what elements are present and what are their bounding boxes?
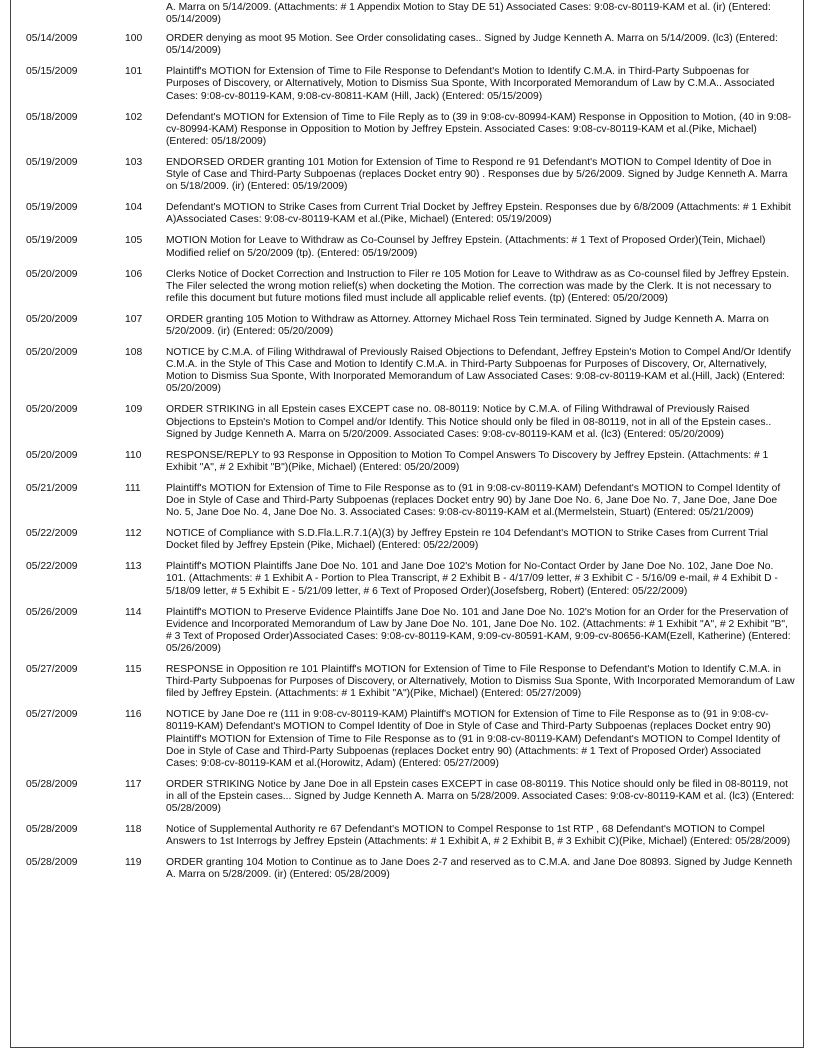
- entry-date: 05/14/2009: [26, 33, 78, 45]
- entry-date: 05/21/2009: [26, 482, 78, 494]
- entry-date: 05/19/2009: [26, 156, 78, 168]
- entry-number: 116: [125, 709, 142, 721]
- entry-text: Defendant's MOTION for Extension of Time to File Reply as to (39 in 9:08-cv-80994-KAM) Response in Opposition to Motion, (40 in 9:08-cv-80994-KAM) Response in Opposition to Motion by Jeffrey Epstein. Associated Cases: 9:08-cv-80119-KAM et al.(Pike, Michael) (Entered: 05/18/2009): [166, 111, 792, 147]
- entry-number: 117: [125, 778, 142, 790]
- entry-number: 102: [125, 111, 143, 123]
- docket-entry-row: [11, 0, 803, 33]
- docket-entry-row: [11, 528, 803, 561]
- entry-text: NOTICE of Compliance with S.D.Fla.L.R.7.1(A)(3) by Jeffrey Epstein re 104 Defendant's MOTION to Strike Cases from Current Trial Docket filed by Jeffrey Epstein (Pike, Michael) (Entered: 05/22/2009): [166, 528, 769, 552]
- docket-entry-row: [11, 269, 803, 314]
- entry-date: 05/27/2009: [26, 664, 78, 676]
- docket-entry-row: [11, 202, 803, 235]
- entry-text: Plaintiff's MOTION Plaintiffs Jane Doe No. 101 and Jane Doe 102's Motion for No-Contact Order by Jane Doe No. 102, Jane Doe No. 101. (Attachments: # 1 Exhibit A - Portion to Plea Transcript, # 2 Exhibit B - 4/17/09 letter, # 3 Exhibit C - 5/16/09 e-mail, # 4 Exhibit D - 5/18/09 letter, # 5 Exhibit E - 5/21/09 letter, # 6 Text of Proposed Order)(Josefsberg, Robert) (Entered: 05/22/2009): [166, 561, 778, 597]
- entry-number: 115: [125, 664, 142, 676]
- entry-number: 104: [125, 202, 143, 214]
- entry-text: NOTICE by Jane Doe re (111 in 9:08-cv-80119-KAM) Plaintiff's MOTION for Extension of Time to File Response as to (91 in 9:08-cv-80119-KAM) Defendant's MOTION to Compel Identity of Doe in Style of Case and Third-Party Subpoenas (replaces Docket entry 90) Plaintiff's MOTION for Extension of Time to File Response as to (91 in 9:08-cv-80119-KAM) Defendant's MOTION to Compel Identity of Doe in Style of Case and Third-Party Subpoenas (replaces Docket entry 90) (Attachments: # 1 Text of Proposed Order) Associated Cases: 9:08-cv-80119-KAM et al.(Horowitz, Adam) (Entered: 05/27/2009): [166, 709, 781, 769]
- entry-text: ORDER denying as moot 95 Motion. See Order consolidating cases.. Signed by Judge Kenneth A. Marra on 5/14/2009. (lc3) (Entered: 05/14/2009): [166, 33, 778, 57]
- entry-number: 112: [125, 528, 142, 540]
- entry-text: Plaintiff's MOTION for Extension of Time to File Response to Defendant's Motion to Identify C.M.A. in Third-Party Subpoenas for Purposes of Discovery, or Alternatively, Motion to Dismiss Sua Sponte, With Incorporated Memorandum of Law by C.M.A.. Associated Cases: 9:08-cv-80119-KAM, 9:08-cv-80811-KAM (Hill, Jack) (Entered: 05/15/2009): [166, 66, 775, 102]
- entry-date: 05/18/2009: [26, 111, 78, 123]
- docket-page: [10, 0, 804, 1048]
- entry-number: 106: [125, 268, 143, 280]
- entry-date: 05/20/2009: [26, 313, 78, 325]
- entry-number: 101: [125, 66, 143, 78]
- docket-entry-row: [11, 561, 803, 606]
- entry-number: 100: [125, 33, 143, 45]
- entry-text: Defendant's MOTION to Strike Cases from Current Trial Docket by Jeffrey Epstein. Responses due by 6/8/2009 (Attachments: # 1 Exhibit A)Associated Cases: 9:08-cv-80119-KAM et al.(Pike, Michael) (Entered: 05/19/2009): [166, 202, 792, 226]
- entry-text: Plaintiff's MOTION for Extension of Time to File Response as to (91 in 9:08-cv-80119-KAM) Defendant's MOTION to Compel Identity of Doe in Style of Case and Third-Party Subpoenas (replaces Docket entry 90) by Jane Doe No. 6, Jane Doe No. 7, Jane Doe, Jane Doe No. 5, Jane Doe No. 4, Jane Doe No. 3. Associated Cases: 9:08-cv-80119-KAM et al.(Mermelstein, Stuart) (Entered: 05/21/2009): [166, 482, 781, 519]
- docket-entry-row: [11, 112, 803, 157]
- entry-text: RESPONSE/REPLY to 93 Response in Opposition to Motion To Compel Answers To Discovery by Jeffrey Epstein. (Attachments: # 1 Exhibit "A", # 2 Exhibit "B")(Pike, Michael) (Entered: 05/20/2009): [166, 449, 769, 473]
- entry-number: 111: [125, 482, 141, 494]
- entry-number: 119: [125, 857, 142, 869]
- docket-entry-row: [11, 33, 803, 66]
- docket-entry-row: [11, 450, 803, 483]
- entry-date: 05/19/2009: [26, 202, 78, 214]
- entry-date: 05/20/2009: [26, 268, 78, 280]
- docket-entry-row: [11, 779, 803, 824]
- docket-body: [11, 0, 803, 890]
- entry-text: ORDER STRIKING in all Epstein cases EXCEPT case no. 08-80119: Notice by C.M.A. of Filing Withdrawal of Previously Raised Objections to Epstein's Motion to Compel and/or Identify. This Notice should only be filed in 08-80119, not in all of the Epstein cases.. Signed by Judge Kenneth A. Marra on 5/20/2009. Associated Cases: 9:08-cv-80119-KAM et al. (lc3) (Entered: 05/20/2009): [166, 404, 772, 440]
- entry-number: 103: [125, 156, 143, 168]
- docket-entry-row: [11, 66, 803, 111]
- entry-text: Plaintiff's MOTION to Preserve Evidence Plaintiffs Jane Doe No. 101 and Jane Doe No. 102's Motion for an Order for the Preservation of Evidence and Incorporated Memorandum of Law by Jane Doe No. 101, Jane Doe No. 102. (Attachments: # 1 Exhibit "A", # 2 Exhibit "B", # 3 Text of Proposed Order)Associated Cases: 9:08-cv-80119-KAM, 9:09-cv-80591-KAM, 9:09-cv-80656-KAM(Ezell, Katherine) (Entered: 05/26/2009): [166, 606, 791, 654]
- entry-date: 05/22/2009: [26, 561, 78, 573]
- entry-text: ORDER granting 105 Motion to Withdraw as Attorney. Attorney Michael Ross Tein terminated. Signed by Judge Kenneth A. Marra on 5/20/2009. (ir) (Entered: 05/20/2009): [166, 313, 769, 337]
- docket-entry-row: [11, 824, 803, 857]
- entry-date: 05/20/2009: [26, 347, 78, 359]
- entry-text: A. Marra on 5/14/2009. (Attachments: # 1 Appendix Motion to Stay DE 51) Associated Cases: 9:08-cv-80119-KAM et al. (ir) (Entered: 05/14/2009): [166, 2, 771, 26]
- entry-number: 105: [125, 235, 143, 247]
- entry-text: ORDER granting 104 Motion to Continue as to Jane Does 2-7 and reserved as to C.M.A. and Jane Doe 80893. Signed by Judge Kenneth A. Marra on 5/28/2009. (ir) (Entered: 05/28/2009): [166, 857, 793, 881]
- entry-date: [11, 0, 115, 33]
- docket-entry-row: [11, 157, 803, 202]
- entry-number: 118: [125, 824, 142, 836]
- entry-number: 107: [125, 313, 143, 325]
- entry-date: 05/19/2009: [26, 235, 78, 247]
- entry-date: 05/27/2009: [26, 709, 78, 721]
- entry-number: [115, 0, 166, 33]
- entry-date: 05/20/2009: [26, 404, 78, 416]
- entry-date: 05/28/2009: [26, 778, 78, 790]
- entry-text: Clerks Notice of Docket Correction and Instruction to Filer re 105 Motion for Leave to Withdraw as as Co-counsel filed by Jeffrey Epstein. The Filer selected the wrong motion relief(s) when docketing the Motion. The correction was made by the Clerk. It is not necessary to refile this document but future motions filed must include all applicable relief events. (tp) (Entered: 05/20/2009): [166, 268, 790, 304]
- docket-entry-row: [11, 347, 803, 404]
- entry-text: Notice of Supplemental Authority re 67 Defendant's MOTION to Compel Response to 1st RTP , 68 Defendant's MOTION to Compel Answers to 1st Interrogs by Jeffrey Epstein (Attachments: # 1 Exhibit A, # 2 Exhibit B, # 3 Exhibit C)(Pike, Michael) (Entered: 05/28/2009): [166, 824, 791, 848]
- docket-entry-row: [11, 607, 803, 664]
- entry-text: ORDER STRIKING Notice by Jane Doe in all Epstein cases EXCEPT in case 08-80119. This Notice should only be filed in 08-80119, not in all of the Epstein cases... Signed by Judge Kenneth A. Marra on 5/28/2009. Associated Cases: 9:08-cv-80119-KAM et al. (lc3) (Entered: 05/28/2009): [166, 778, 795, 814]
- entry-date: 05/28/2009: [26, 824, 78, 836]
- docket-table: [11, 0, 803, 890]
- entry-text: RESPONSE in Opposition re 101 Plaintiff's MOTION for Extension of Time to File Response to Defendant's Motion to Identify C.M.A. in Third-Party Subpoenas for Purposes of Discovery, or Alternatively, Motion to Dismiss Sua Sponte, With Incorporated Memorandum of Law filed by Jeffrey Epstein. (Attachments: # 1 Exhibit "A")(Pike, Michael) (Entered: 05/27/2009): [166, 664, 795, 700]
- docket-entry-row: [11, 483, 803, 528]
- entry-number: 109: [125, 404, 143, 416]
- entry-date: 05/22/2009: [26, 528, 78, 540]
- docket-entry-row: [11, 857, 803, 890]
- entry-text: MOTION Motion for Leave to Withdraw as Co-Counsel by Jeffrey Epstein. (Attachments: # 1 Text of Proposed Order)(Tein, Michael) Modified relief on 5/20/2009 (tp). (Entered: 05/19/2009): [166, 235, 766, 259]
- entry-date: 05/28/2009: [26, 857, 78, 869]
- entry-number: 110: [125, 449, 142, 461]
- docket-entry-row: [11, 664, 803, 709]
- entry-text: ENDORSED ORDER granting 101 Motion for Extension of Time to Respond re 91 Defendant's MOTION to Compel Identity of Doe in Style of Case and Third-Party Subpoenas (replaces Docket entry 90) . Responses due by 5/26/2009. Signed by Judge Kenneth A. Marra on 5/18/2009. (ir) (Entered: 05/19/2009): [166, 156, 788, 193]
- entry-date: 05/15/2009: [26, 66, 78, 78]
- entry-number: 113: [125, 561, 142, 573]
- entry-number: 114: [125, 606, 142, 618]
- entry-text: NOTICE by C.M.A. of Filing Withdrawal of Previously Raised Objections to Defendant, Jeffrey Epstein's Motion to Compel And/Or Identify C.M.A. in the Style of This Case and Motion to Identify C.M.A. in Third-Party Subpoenas for Purposes of Discovery, Or, Alternatively, Motion to Dismiss Sua Sponte, With Inorporated Memorandum of Law Associated Cases: 9:08-cv-80119-KAM et al.(Hill, Jack) (Entered: 05/20/2009): [166, 347, 792, 395]
- docket-entry-row: [11, 404, 803, 449]
- docket-entry-row: [11, 314, 803, 347]
- entry-date: 05/20/2009: [26, 449, 78, 461]
- docket-entry-row: [11, 709, 803, 778]
- docket-entry-row: [11, 235, 803, 268]
- entry-date: 05/26/2009: [26, 606, 78, 618]
- entry-number: 108: [125, 347, 143, 359]
